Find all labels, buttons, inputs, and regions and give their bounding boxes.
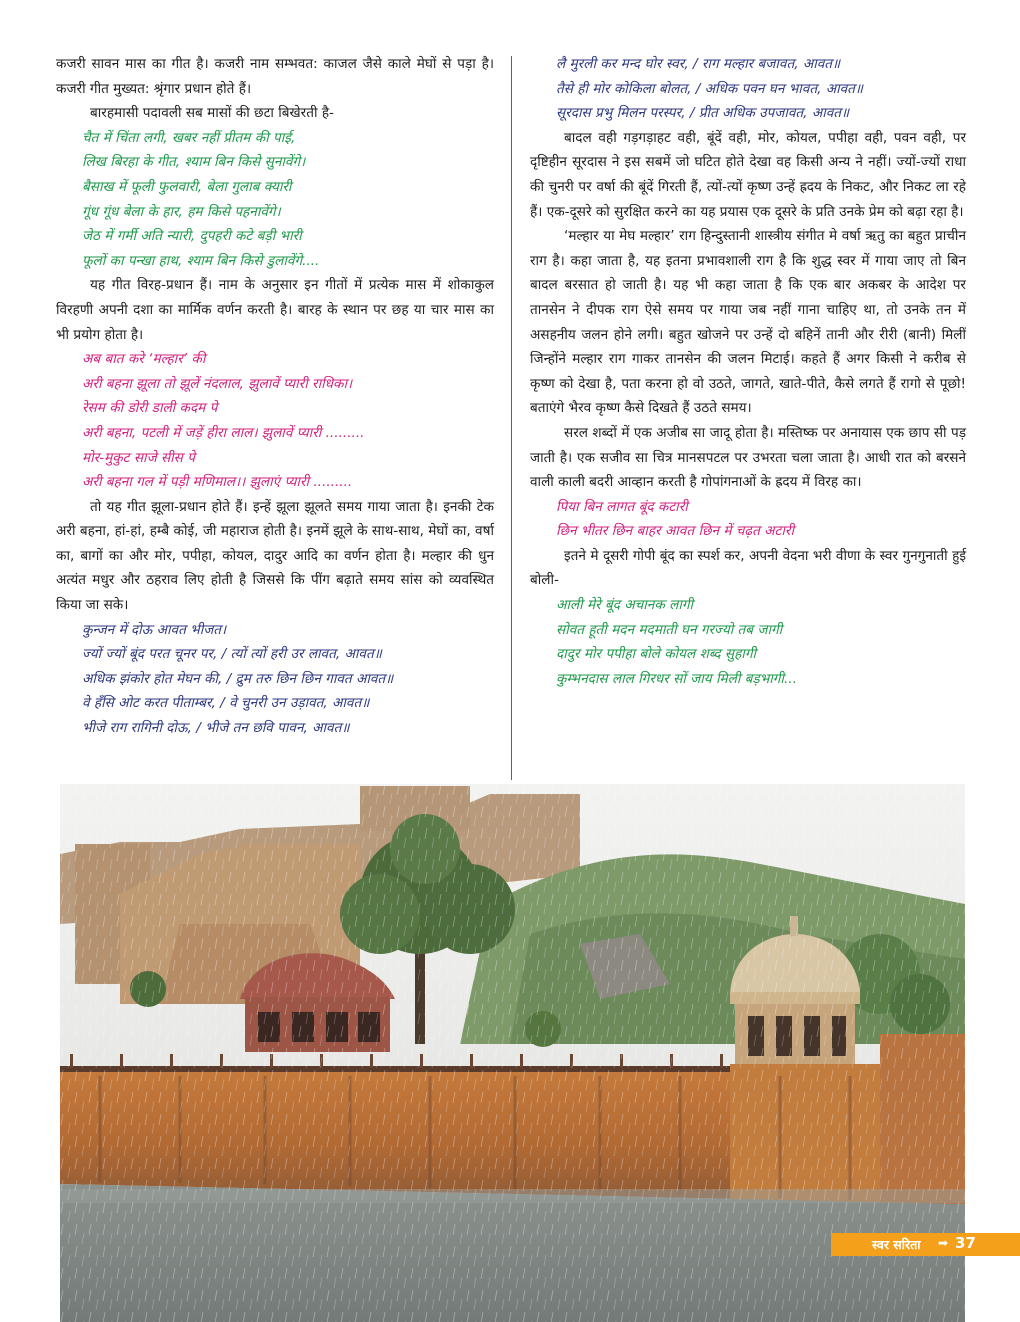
- paragraph-barahmasi-intro: बारहमासी पदावली सब मासों की छटा बिखेरती है-: [90, 105, 334, 122]
- paragraph-virah: यह गीत विरह-प्रधान हैं। नाम के अनुसार इन गीतों में प्रत्येक मास में शोकाकुल विरहणी अपनी दशा का मार्मिक वर्णन करती है। बारह के स्थान पर छह या चार मास का भी प्रयोग होता है।: [56, 277, 494, 343]
- footer-tab: [831, 1233, 1020, 1256]
- verse-line: कुन्जन में दोऊ आवत भीजत।: [82, 621, 227, 638]
- verse-line: अरी बहना झूला तो झूलें नंदलाल, झुलावें प्यारी राधिका।: [82, 375, 353, 392]
- arrow-right-icon: ➡: [938, 1236, 949, 1250]
- verse-line: छिन भीतर छिन बाहर आवत छिन में चढ़त अटारी: [556, 523, 794, 540]
- verse-line: भीजे राग रागिनी दोऊ, / भीजे तन छवि पावन, आवत॥: [82, 720, 350, 737]
- paragraph-jhula: तो यह गीत झूला-प्रधान होते हैं। इन्हें झूला झूलते समय गाया जाता है। इनकी टेक अरी बहना, हां-हां, हम्बै कोई, जी महाराज होती है। इनमें झूले के साथ-साथ, मेघों का, वर्षा का, बागों का और मोर, पपीहा, कोयल, दादुर आदि का वर्णन होता है। मल्हार की धुन अत्यंत मधुर और ठहराव लिए होती है जिससे कि पींग बढ़ाते समय सांस को व्यवस्थित किया जा सके।: [56, 498, 494, 614]
- verse-line: वे हँसि ओट करत पीताम्बर, / वे चुनरी उन उड़ावत, आवत॥: [82, 695, 370, 712]
- magazine-name: स्वर सरिता: [872, 1237, 921, 1252]
- rain-fort-photo: [60, 784, 965, 1322]
- verse-line: पिया बिन लागत बूंद कटारी: [556, 498, 688, 515]
- kunjan-verses: [56, 618, 494, 741]
- verse-line: लिख बिरहा के गीत, श्याम बिन किसे सुनावेंगे।: [82, 154, 306, 171]
- paragraph-kajri: कजरी सावन मास का गीत है। कजरी नाम सम्भवत: काजल जैसे काले मेघों से पड़ा है। कजरी गीत मुख्यत: श्रृंगार प्रधान होते हैं।: [56, 56, 494, 97]
- verse-line: फूलों का पन्खा हाथ, श्याम बिन किसे डुलावेंगे....: [82, 252, 320, 269]
- paragraph-gopi: इतने मे दूसरी गोपी बूंद का स्पर्श कर, अपनी वेदना भरी वीणा के स्वर गुनगुनाती हुई बोली-: [530, 547, 966, 589]
- verse-line: बैसाख में फूली फुलवारी, बेला गुलाब क्यारी: [82, 178, 292, 195]
- piya-verses: [530, 495, 966, 544]
- verse-line: ज्यों ज्यों बूंद परत चूनर पर, / त्यों त्यों हरी उर लावत, आवत॥: [82, 646, 382, 663]
- left-column: [56, 52, 494, 741]
- verse-line: अरी बहना गल में पड़ी मणिमाल।। झुलाएं प्यारी .........: [82, 474, 353, 491]
- verse-line: जेठ में गर्मी अति न्यारी, दुपहरी कटे बड़ी भारी: [82, 228, 302, 245]
- page-number: 37: [955, 1234, 976, 1252]
- paragraph-megh-malhar: ‘मल्हार या मेघ मल्हार’ राग हिन्दुस्तानी शास्त्रीय संगीत मे वर्षा ऋतु का बहुत प्राचीन राग है। कहा जाता है, यह इतना प्रभावशाली राग है कि शुद्ध स्वर में गाया जाए तो बिन बादल बरसात हो जाती है। यह भी कहा जाता है कि एक बार अकबर के आदेश पर तानसेन ने दीपक राग ऐसे समय पर गाया जब नहीं गाना चाहिए था, तो उनके तन में असहनीय जलन होने लगी। बहुत खोजने पर उन्हें दो बहिनें तानी और रीरी (बानी) मिलीं जिन्होंने मल्हार राग गाकर तानसेन की जलन मिटाई। कहते हैं अगर किसी ने करीब से कृष्ण को देखा है, पता करना हो वो उठते, जागते, खाते-पीते, कैसे लगते हैं रागो से पूछो! बताएंगे भैरव कृष्ण कैसे दिखते हैं उठते समय।: [530, 228, 966, 417]
- verse-line: सूरदास प्रभु मिलन परस्पर, / प्रीत अधिक उपजावत, आवत॥: [556, 105, 850, 122]
- aali-verses: [530, 593, 966, 691]
- verse-line: अरी बहना, पटली में जड़ें हीरा लाल। झुलावें प्यारी .........: [82, 424, 365, 441]
- verse-line: कुम्भनदास लाल गिरधर सों जाय मिली बड़भागी...: [556, 670, 797, 687]
- verse-line: लै मुरली कर मन्द घोर स्वर, / राग मल्हार बजावत, आवत॥: [556, 56, 841, 72]
- column-divider: [511, 56, 512, 780]
- verse-line: अधिक झंकोर होत मेघन की, / द्रुम तरु छिन छिन गावत आवत॥: [82, 670, 394, 687]
- verse-line: मोर-मुकुट साजे सीस पे: [82, 449, 195, 466]
- surdas-verses: [530, 52, 966, 126]
- paragraph-jadu: सरल शब्दों में एक अजीब सा जादू होता है। मस्तिष्क पर अनायास एक छाप सी पड़ जाती है। एक सजीव सा चित्र मानसपटल पर उभरता चला जाता है। आधी रात को बरसने वाली काली बदरी आव्हान करती है गोपांगनाओं के ह्रदय में विरह का।: [530, 424, 966, 491]
- verse-line: गूंध गूंध बेला के हार, हम किसे पहनावेंगे।: [82, 203, 281, 220]
- barahmasi-verses: [56, 126, 494, 274]
- paragraph-surdas: बादल वही गड़गड़ाहट वही, बूंदें वही, मोर, कोयल, पपीहा वही, पवन वही, पर दृष्टिहीन सूरदास ने इस सबमें जो घटित होते देखा वह किसी अन्य ने नहीं। ज्यों-ज्यों राधा की चुनरी पर वर्षा की बूंदें गिरती हैं, त्यों-त्यों कृष्ण उन्हें ह्रदय के निकट, और निकट ला रहे हैं। एक-दूसरे को सुरक्षित करने का यह प्रयास एक दूसरे के प्रति उनके प्रेम को बढ़ा रहा है।: [530, 129, 966, 220]
- verse-line: तैसे ही मोर कोकिला बोलत, / अधिक पवन घन भावत, आवत॥: [556, 80, 864, 97]
- right-column: [530, 52, 966, 691]
- malhar-verses: [56, 347, 494, 495]
- verse-line: अब बात करे ‘मल्हार’ की: [82, 351, 206, 368]
- verse-line: चैत में चिंता लगी, खबर नहीं प्रीतम की पाई,: [82, 129, 296, 146]
- verse-line: सोवत हूती मदन मदमाती घन गरज्यो तब जागी: [556, 621, 783, 638]
- verse-line: आली मेरे बूंद अचानक लागी: [556, 597, 694, 614]
- verse-line: दादुर मोर पपीहा बोले कोयल शब्द सुहागी: [556, 646, 757, 663]
- verse-line: रेसम की डोरी डाली कदम पे: [82, 400, 218, 417]
